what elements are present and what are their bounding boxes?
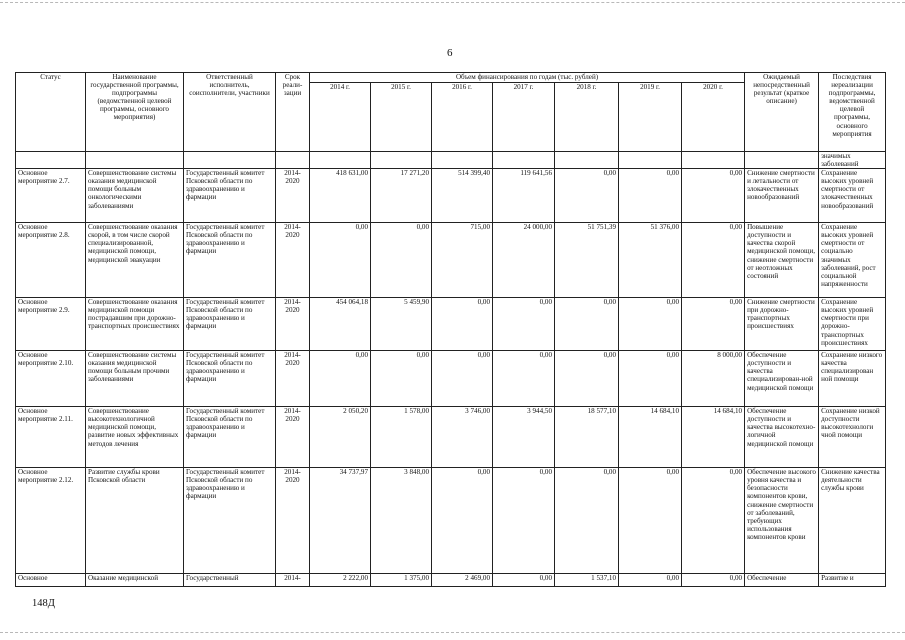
responsible-cell: Государственный — [184, 574, 276, 587]
amount-cell: 0,00 — [555, 298, 619, 351]
status-cell: Основное мероприятие 2.10. — [16, 351, 86, 407]
amount-cell: 17 271,20 — [371, 169, 432, 223]
amount-cell: 0,00 — [555, 351, 619, 407]
amount-cell: 715,00 — [432, 223, 493, 298]
empty-cell — [745, 152, 819, 169]
period-cell: 2014-2020 — [276, 351, 310, 407]
amount-cell: 0,00 — [619, 468, 682, 574]
period-cell: 2014-2020 — [276, 407, 310, 468]
amount-cell: 34 737,97 — [310, 468, 371, 574]
amount-cell: 1 578,00 — [371, 407, 432, 468]
amount-cell: 0,00 — [371, 351, 432, 407]
header-year: 2018 г. — [555, 83, 619, 152]
table-row — [16, 169, 886, 223]
header-status: Статус — [16, 73, 86, 152]
empty-cell — [86, 152, 184, 169]
amount-cell: 0,00 — [493, 574, 555, 587]
empty-cell — [371, 152, 432, 169]
status-cell: Основное мероприятие 2.8. — [16, 223, 86, 298]
empty-cell — [555, 152, 619, 169]
scan-edge-top — [0, 2, 905, 3]
amount-cell: 0,00 — [682, 223, 745, 298]
consequences-cell: Сохранение низкого качества специализирован ной помощи — [819, 351, 886, 407]
header-year: 2015 г. — [371, 83, 432, 152]
amount-cell: 0,00 — [682, 169, 745, 223]
amount-cell: 0,00 — [310, 223, 371, 298]
empty-cell — [184, 152, 276, 169]
table-row — [16, 468, 886, 574]
result-cell: Повышение доступности и качества скорой медицинской помощи, снижение смертности от неотложных состояний — [745, 223, 819, 298]
header-year: 2016 г. — [432, 83, 493, 152]
amount-cell: 24 000,00 — [493, 223, 555, 298]
amount-cell: 0,00 — [555, 468, 619, 574]
responsible-cell: Государственный комитет Псковской области по здравоохранению и фармации — [184, 169, 276, 223]
empty-cell — [310, 152, 371, 169]
status-cell: Основное мероприятие 2.7. — [16, 169, 86, 223]
empty-cell — [16, 152, 86, 169]
name-cell: Оказание медицинской — [86, 574, 184, 587]
amount-cell: 2 222,00 — [310, 574, 371, 587]
amount-cell: 5 459,90 — [371, 298, 432, 351]
amount-cell: 1 537,10 — [555, 574, 619, 587]
empty-cell — [619, 152, 682, 169]
status-cell: Основное мероприятие 2.12. — [16, 468, 86, 574]
header-financing: Объем финансирования по годам (тыс. рублей) — [310, 73, 745, 83]
amount-cell: 3 944,50 — [493, 407, 555, 468]
amount-cell: 3 848,00 — [371, 468, 432, 574]
amount-cell: 0,00 — [682, 298, 745, 351]
result-cell: Обеспечение доступности и качества высокотехно-логичной медицинской помощи — [745, 407, 819, 468]
amount-cell: 0,00 — [493, 351, 555, 407]
amount-cell: 0,00 — [432, 468, 493, 574]
header-period: Срок реали-зации — [276, 73, 310, 152]
amount-cell: 0,00 — [432, 298, 493, 351]
result-cell: Обеспечение высокого уровня качества и безопасности компонентов крови, снижение смертности от заболеваний, требующих использования компонентов крови — [745, 468, 819, 574]
responsible-cell: Государственный комитет Псковской области по здравоохранению и фармации — [184, 468, 276, 574]
period-cell: 2014-2020 — [276, 169, 310, 223]
consequences-cell: Развитие и — [819, 574, 886, 587]
consequences-cell: Сохранение высоких уровней смертности при дорожно-транспортных происшествиях — [819, 298, 886, 351]
amount-cell: 2 050,20 — [310, 407, 371, 468]
amount-cell: 119 641,56 — [493, 169, 555, 223]
name-cell: Совершенствование оказания медицинской помощи пострадавшим при дорожно-транспортных происшествиях — [86, 298, 184, 351]
consequences-continuation: значимых заболеваний — [819, 152, 886, 169]
page-number: 6 — [447, 47, 453, 59]
name-cell: Совершенствование системы оказания медицинской помощи больным онкологическими заболеваниями — [86, 169, 184, 223]
header-year: 2020 г. — [682, 83, 745, 152]
consequences-cell: Сохранение низкой доступности высокотехнологи чной помощи — [819, 407, 886, 468]
consequences-cell: Снижение качества деятельности службы крови — [819, 468, 886, 574]
result-cell: Снижение смертности и летальности от злокачественных новообразований — [745, 169, 819, 223]
status-cell: Основное — [16, 574, 86, 587]
header-year: 2017 г. — [493, 83, 555, 152]
table-row — [16, 351, 886, 407]
responsible-cell: Государственный комитет Псковской области по здравоохранению и фармации — [184, 223, 276, 298]
amount-cell: 2 469,00 — [432, 574, 493, 587]
amount-cell: 0,00 — [619, 298, 682, 351]
sheet-code: 148Д — [32, 598, 55, 609]
amount-cell: 418 631,00 — [310, 169, 371, 223]
header-year: 2014 г. — [310, 83, 371, 152]
amount-cell: 14 684,10 — [619, 407, 682, 468]
empty-cell — [493, 152, 555, 169]
name-cell: Совершенствование системы оказания медицинской помощи больным прочими заболеваниями — [86, 351, 184, 407]
table-row — [16, 407, 886, 468]
amount-cell: 51 751,39 — [555, 223, 619, 298]
consequences-cell: Сохранение высоких уровней смертности от злокачественных новообразований — [819, 169, 886, 223]
period-cell: 2014-2020 — [276, 468, 310, 574]
empty-cell — [276, 152, 310, 169]
continuation-row — [16, 152, 886, 169]
amount-cell: 0,00 — [432, 351, 493, 407]
amount-cell: 0,00 — [619, 169, 682, 223]
result-cell: Снижение смертности при дорожно-транспортных происшествиях — [745, 298, 819, 351]
amount-cell: 0,00 — [493, 468, 555, 574]
financing-table — [15, 72, 886, 587]
period-cell: 2014-2020 — [276, 223, 310, 298]
status-cell: Основное мероприятие 2.11. — [16, 407, 86, 468]
responsible-cell: Государственный комитет Псковской области по здравоохранению и фармации — [184, 351, 276, 407]
header-name: Наименование государственной программы, подпрограммы (ведомственной целевой программы, основного мероприятия) — [86, 73, 184, 152]
name-cell: Совершенствование высокотехнологичной медицинской помощи, развитие новых эффективных методов лечения — [86, 407, 184, 468]
amount-cell: 0,00 — [682, 574, 745, 587]
amount-cell: 14 684,10 — [682, 407, 745, 468]
amount-cell: 0,00 — [310, 351, 371, 407]
table-row — [16, 298, 886, 351]
amount-cell: 0,00 — [493, 298, 555, 351]
amount-cell: 51 376,00 — [619, 223, 682, 298]
consequences-cell: Сохранение высоких уровней смертности от социально значимых заболеваний, рост социальной напряженности — [819, 223, 886, 298]
header-responsible: Ответственный исполнитель, соисполнители, участники — [184, 73, 276, 152]
header-result: Ожидаемый непосредственный результат (краткое описание) — [745, 73, 819, 152]
name-cell: Развитие службы крови Псковской области — [86, 468, 184, 574]
responsible-cell: Государственный комитет Псковской области по здравоохранению и фармации — [184, 298, 276, 351]
status-cell: Основное мероприятие 2.9. — [16, 298, 86, 351]
period-cell: 2014- — [276, 574, 310, 587]
table-body — [16, 152, 886, 587]
name-cell: Совершенствование оказания скорой, в том числе скорой специализированной, медицинской помощи, медицинской эвакуации — [86, 223, 184, 298]
amount-cell: 1 375,00 — [371, 574, 432, 587]
amount-cell: 454 064,18 — [310, 298, 371, 351]
header-year: 2019 г. — [619, 83, 682, 152]
amount-cell: 0,00 — [682, 468, 745, 574]
table-row — [16, 223, 886, 298]
header-consequences: Последствия нереализации подпрограммы, ведомственной целевой программы, основного мероприятия — [819, 73, 886, 152]
empty-cell — [682, 152, 745, 169]
result-cell: Обеспечение доступности и качества специализирован-ной медицинской помощи — [745, 351, 819, 407]
result-cell: Обеспечение — [745, 574, 819, 587]
scan-edge-bottom — [0, 632, 905, 633]
amount-cell: 8 000,00 — [682, 351, 745, 407]
amount-cell: 514 399,40 — [432, 169, 493, 223]
table-row — [16, 574, 886, 587]
period-cell: 2014-2020 — [276, 298, 310, 351]
amount-cell: 0,00 — [371, 223, 432, 298]
amount-cell: 0,00 — [555, 169, 619, 223]
responsible-cell: Государственный комитет Псковской области по здравоохранению и фармации — [184, 407, 276, 468]
amount-cell: 3 746,00 — [432, 407, 493, 468]
empty-cell — [432, 152, 493, 169]
amount-cell: 0,00 — [619, 574, 682, 587]
amount-cell: 18 577,10 — [555, 407, 619, 468]
amount-cell: 0,00 — [619, 351, 682, 407]
